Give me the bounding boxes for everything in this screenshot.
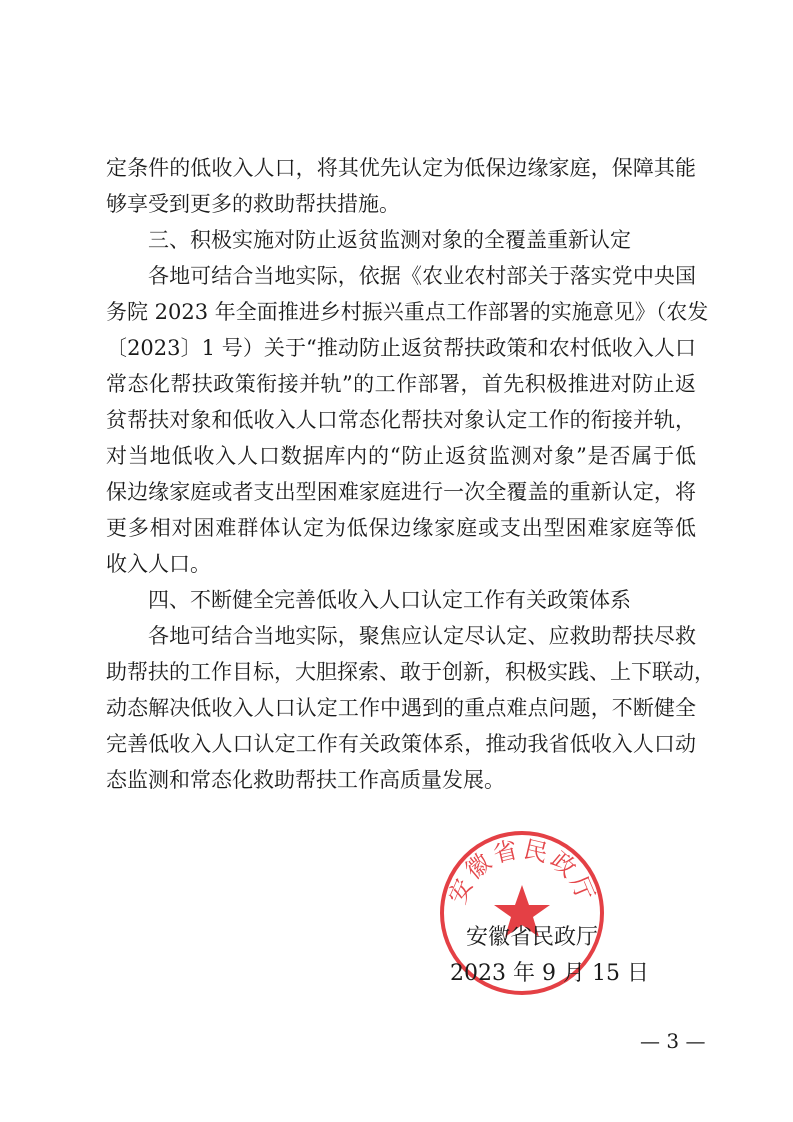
body-line: 常态化帮扶政策衔接并轨”的工作部署，首先积极推进对防止返 [106, 372, 696, 396]
body-line: 各地可结合当地实际，依据《农业农村部关于落实党中央国 [148, 264, 696, 288]
body-line: 对当地低收入人口数据库内的“防止返贫监测对象”是否属于低 [106, 444, 696, 468]
body-line: 各地可结合当地实际，聚焦应认定尽认定、应救助帮扶尽救 [148, 624, 696, 648]
body-line: 更多相对困难群体认定为低保边缘家庭或支出型困难家庭等低 [106, 516, 696, 540]
section-heading-3: 三、积极实施对防止返贫监测对象的全覆盖重新认定 [148, 228, 631, 252]
body-line: 〔2023〕1 号）关于“推动防止返贫帮扶政策和农村低收入人口 [106, 336, 696, 360]
body-line: 务院 2023 年全面推进乡村振兴重点工作部署的实施意见》（农发 [106, 300, 709, 324]
body-line: 定条件的低收入人口，将其优先认定为低保边缘家庭，保障其能 [106, 156, 696, 180]
issue-date: 2023 年 9 月 15 日 [450, 961, 649, 986]
body-line: 态监测和常态化救助帮扶工作高质量发展。 [106, 768, 505, 792]
body-line: 动态解决低收入人口认定工作中遇到的重点难点问题，不断健全 [106, 696, 696, 720]
seal-text: 安徽省民政厅 [443, 834, 601, 908]
issuer-signature: 安徽省民政厅 [466, 925, 599, 950]
body-line: 贫帮扶对象和低收入人口常态化帮扶对象认定工作的衔接并轨， [106, 408, 696, 432]
body-line: 够享受到更多的救助帮扶措施。 [106, 192, 400, 216]
body-line: 收入人口。 [106, 552, 211, 576]
page-number: — 3 — [640, 1029, 706, 1053]
section-heading-4: 四、不断健全完善低收入人口认定工作有关政策体系 [148, 588, 631, 612]
body-line: 助帮扶的工作目标，大胆探索、敢于创新，积极实践、上下联动， [106, 660, 715, 684]
body-line: 保边缘家庭或者支出型困难家庭进行一次全覆盖的重新认定，将 [106, 480, 696, 504]
body-line: 完善低收入人口认定工作有关政策体系，推动我省低收入人口动 [106, 732, 696, 756]
